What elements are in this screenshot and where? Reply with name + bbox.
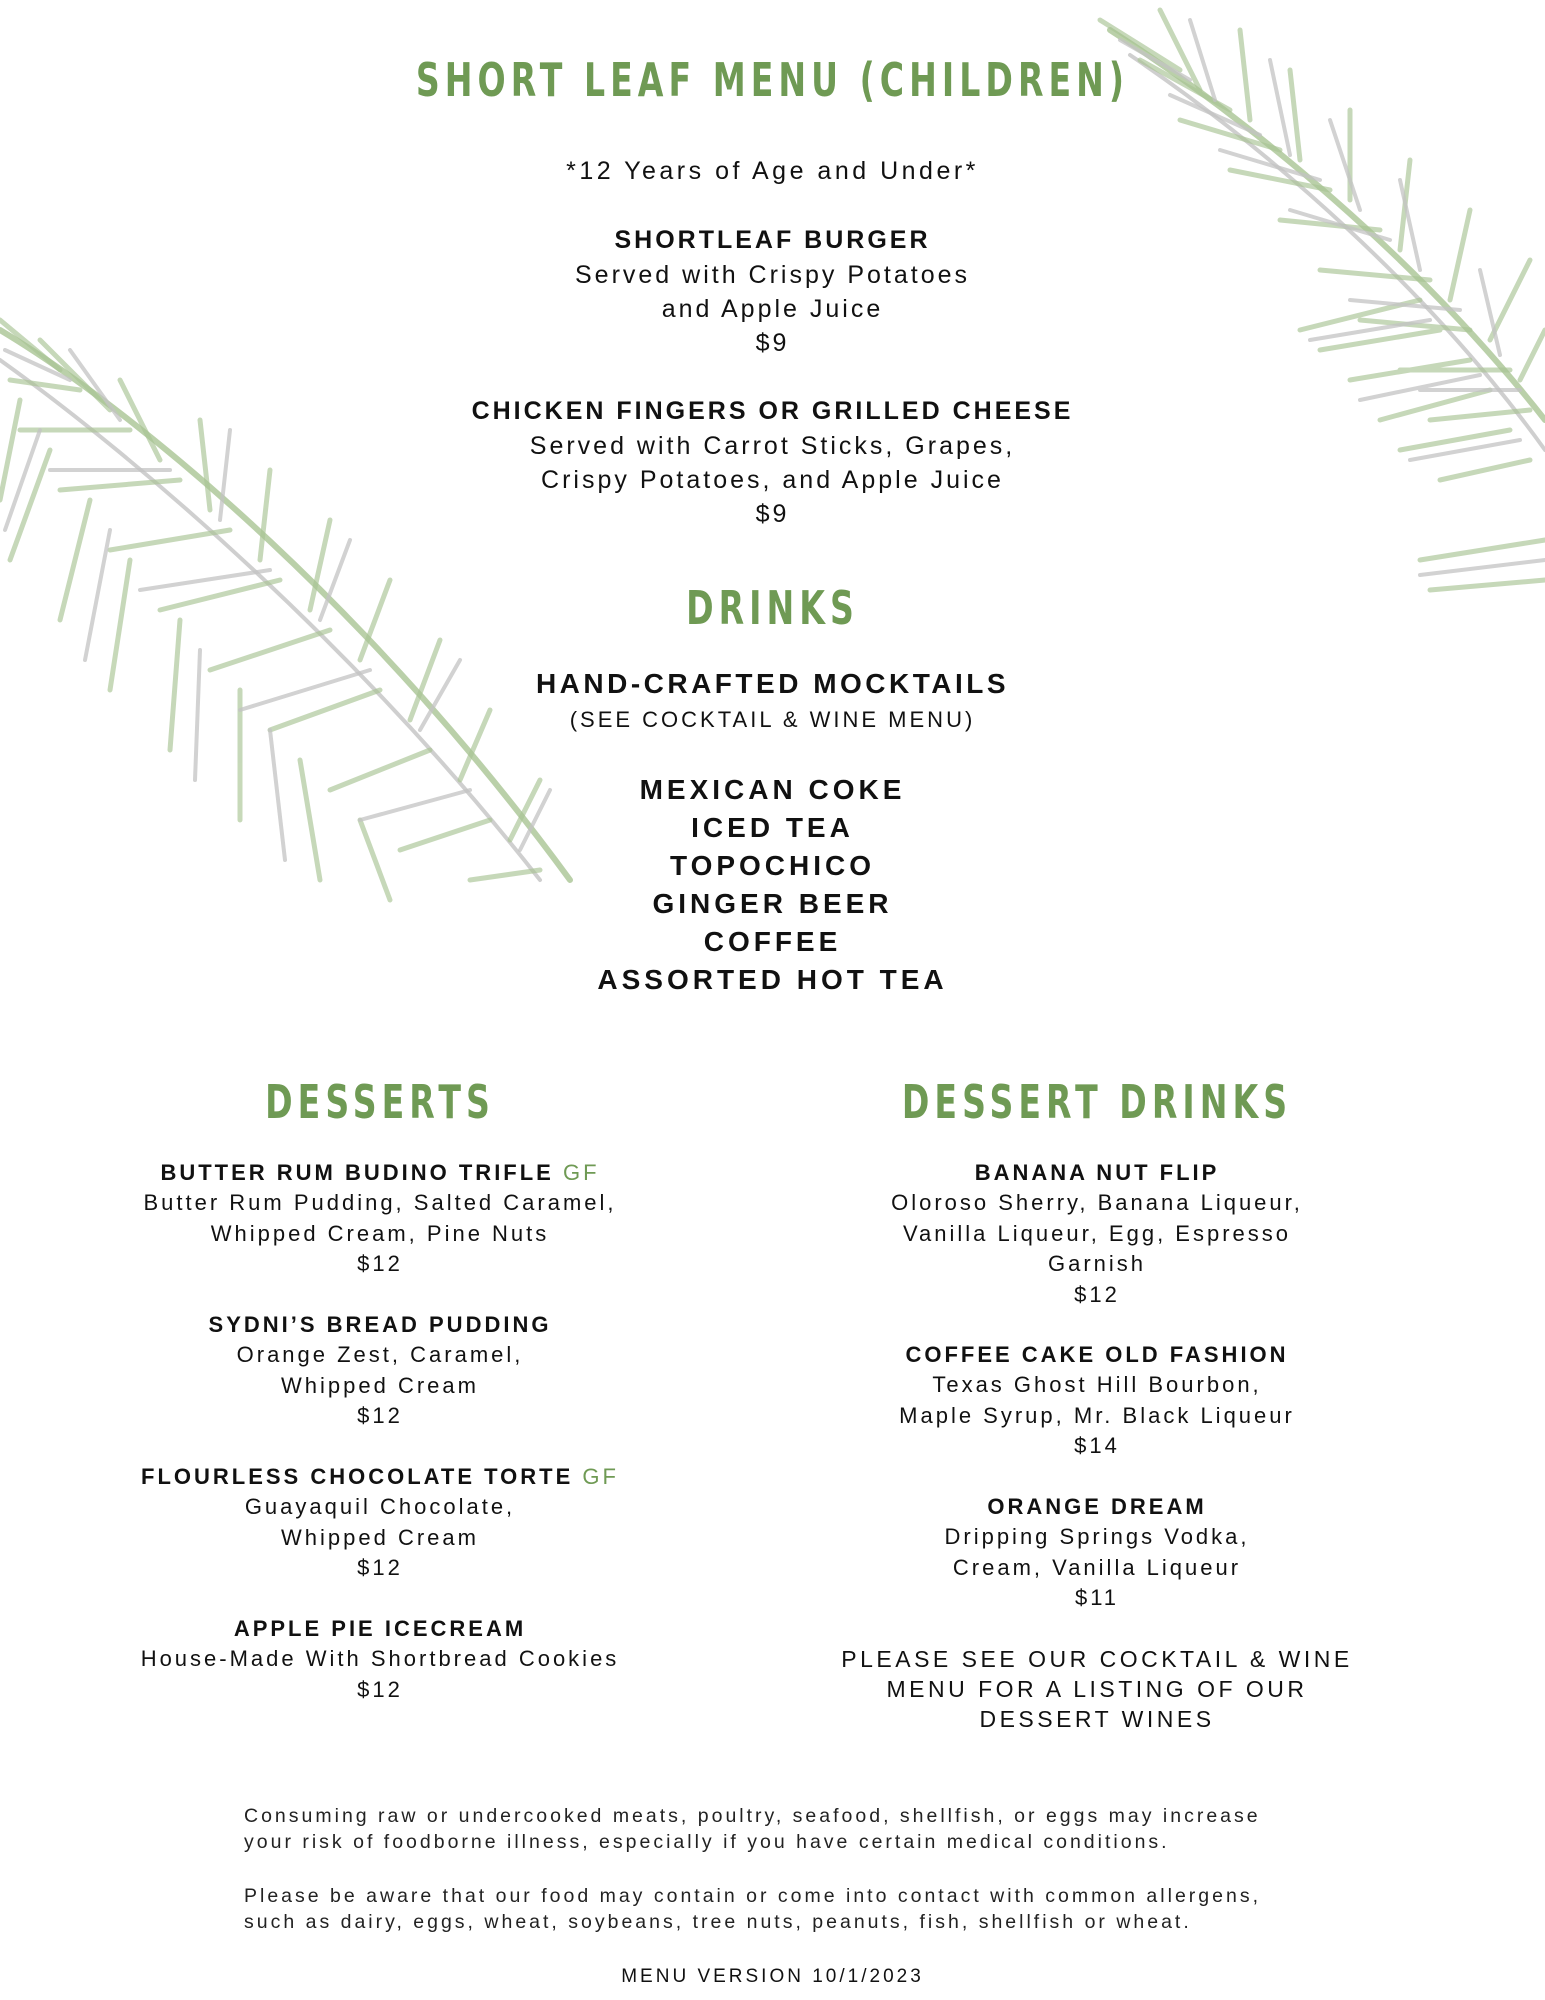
- menu-item: [0, 222, 1545, 360]
- raw-food-disclaimer: [244, 1803, 1364, 1855]
- menu-item: [0, 1158, 760, 1280]
- item-desc: Whipped Cream, Pine Nuts: [210, 1220, 550, 1246]
- allergen-disclaimer: [244, 1883, 1364, 1935]
- item-name: BUTTER RUM BUDINO TRIFLE: [160, 1160, 554, 1185]
- mocktails-label: HAND-CRAFTED MOCKTAILS: [535, 668, 1010, 699]
- item-desc: Texas Ghost Hill Bourbon,: [932, 1372, 1262, 1397]
- item-desc: Guayaquil Chocolate,: [244, 1494, 516, 1519]
- item-price: $12: [1074, 1281, 1120, 1307]
- drink-list: [0, 771, 1545, 999]
- drink-item: GINGER BEER: [652, 888, 893, 919]
- item-desc: Cream, Vanilla Liqueur: [952, 1554, 1242, 1580]
- item-desc: Dripping Springs Vodka,: [944, 1524, 1250, 1549]
- drink-item: COFFEE: [703, 926, 842, 957]
- menu-item: [0, 1462, 760, 1584]
- item-price: $12: [357, 1555, 403, 1580]
- item-price: $12: [357, 1251, 403, 1276]
- item-name-row: [0, 1158, 760, 1188]
- menu-item: [717, 1158, 1477, 1310]
- item-desc: Butter Rum Pudding, Salted Caramel,: [143, 1190, 617, 1215]
- menu-version: MENU VERSION 10/1/2023: [621, 1966, 924, 1987]
- drink-item: ICED TEA: [691, 812, 854, 843]
- item-desc: House-Made With Shortbread Cookies: [140, 1646, 620, 1671]
- desserts-title: DESSERTS: [265, 1075, 495, 1129]
- disclaimer-line: your risk of foodborne illness, especially if you have certain medical conditions.: [244, 1831, 1170, 1853]
- disclaimer-line: Consuming raw or undercooked meats, poultry, seafood, shellfish, or eggs may increase: [244, 1805, 1261, 1827]
- item-name: FLOURLESS CHOCOLATE TORTE: [141, 1464, 574, 1489]
- item-name: COFFEE CAKE OLD FASHION: [905, 1342, 1289, 1367]
- dessert-drinks-section: [717, 1074, 1477, 1130]
- item-desc: Maple Syrup, Mr. Black Liqueur: [899, 1402, 1295, 1428]
- item-name: CHICKEN FINGERS OR GRILLED CHEESE: [471, 397, 1074, 425]
- item-price: $9: [755, 329, 790, 357]
- age-note: *12 Years of Age and Under*: [566, 157, 979, 185]
- note-line: PLEASE SEE OUR COCKTAIL & WINE: [841, 1646, 1353, 1672]
- dessert-drinks-title: DESSERT DRINKS: [901, 1075, 1293, 1129]
- item-desc: Whipped Cream: [281, 1372, 479, 1398]
- item-desc: Orange Zest, Caramel,: [236, 1342, 524, 1367]
- mocktails-note: (SEE COCKTAIL & WINE MENU): [569, 707, 976, 732]
- item-desc: Vanilla Liqueur, Egg, Espresso: [903, 1220, 1291, 1246]
- drinks-title: DRINKS: [686, 581, 859, 635]
- drink-item: MEXICAN COKE: [639, 774, 906, 805]
- dessert-wine-note: [717, 1644, 1477, 1734]
- drink-item: ASSORTED HOT TEA: [597, 964, 948, 995]
- drink-item: TOPOCHICO: [669, 850, 876, 881]
- menu-item: [717, 1340, 1477, 1462]
- disclaimer-line: such as dairy, eggs, wheat, soybeans, tree nuts, peanuts, fish, shellfish or wheat.: [244, 1911, 1192, 1933]
- item-name: SHORTLEAF BURGER: [614, 226, 931, 254]
- menu-item: [0, 1310, 760, 1432]
- item-desc: Crispy Potatoes, and Apple Juice: [541, 466, 1004, 494]
- item-desc: Served with Carrot Sticks, Grapes,: [529, 432, 1016, 460]
- menu-item: [0, 393, 1545, 531]
- item-price: $12: [357, 1403, 403, 1428]
- note-line: MENU FOR A LISTING OF OUR: [886, 1676, 1308, 1702]
- item-price: $9: [755, 500, 790, 528]
- item-desc: Oloroso Sherry, Banana Liqueur,: [891, 1190, 1303, 1215]
- gf-badge: GF: [562, 1160, 600, 1185]
- note-line: DESSERT WINES: [979, 1706, 1215, 1732]
- item-desc: Served with Crispy Potatoes: [574, 261, 971, 289]
- item-price: $12: [357, 1676, 403, 1702]
- item-desc: and Apple Juice: [661, 295, 884, 323]
- item-name: ORANGE DREAM: [987, 1494, 1207, 1519]
- menu-title: SHORT LEAF MENU (CHILDREN): [415, 53, 1130, 107]
- item-price: $14: [1074, 1433, 1120, 1458]
- gf-badge: GF: [582, 1464, 619, 1489]
- menu-item: [717, 1492, 1477, 1614]
- item-price: $11: [1074, 1585, 1120, 1610]
- desserts-section: [0, 1074, 760, 1130]
- item-name: BANANA NUT FLIP: [974, 1160, 1220, 1185]
- item-desc: Whipped Cream: [281, 1524, 479, 1550]
- item-name-row: [0, 1462, 760, 1492]
- disclaimer-line: Please be aware that our food may contain or come into contact with common allergens,: [244, 1885, 1261, 1907]
- item-name: SYDNI’S BREAD PUDDING: [208, 1312, 552, 1337]
- item-desc: Garnish: [1047, 1251, 1147, 1276]
- item-name: APPLE PIE ICECREAM: [233, 1616, 527, 1641]
- menu-item: [0, 1614, 760, 1705]
